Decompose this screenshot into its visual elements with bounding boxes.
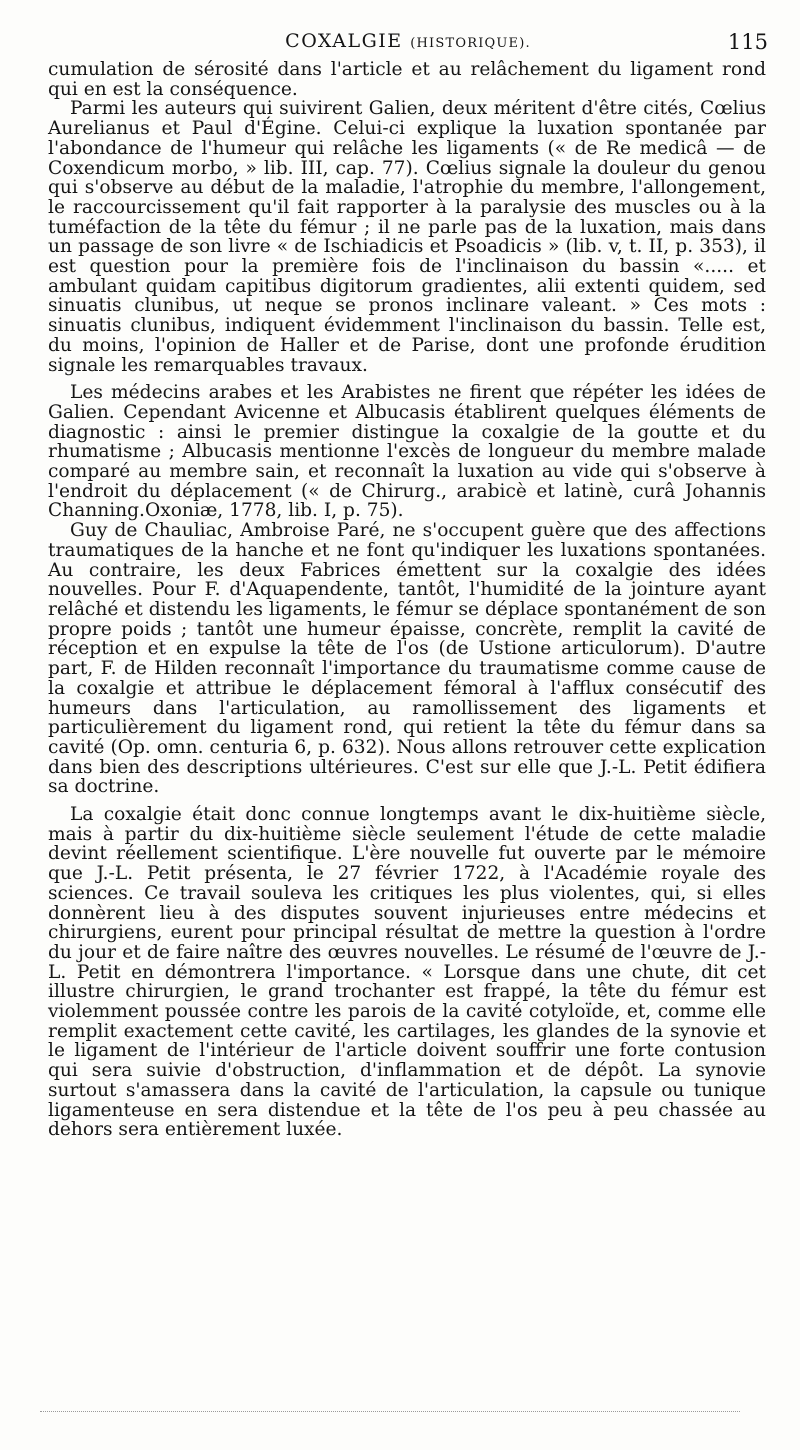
body-text — [48, 60, 766, 1148]
page-header — [48, 28, 768, 62]
footer-dotted-rule — [40, 1411, 740, 1412]
paragraph-continuation: cumulation de sérosité dans l'article et au relâchement du ligament rond qui en est la conséquence. — [48, 59, 766, 100]
page-number: 115 — [727, 30, 768, 54]
header-subtitle: (HISTORIQUE). — [410, 36, 531, 51]
running-title — [48, 30, 768, 52]
paragraph-arabes: Les médecins arabes et les Arabistes ne firent que répéter les idées de Galien. Cependant Avicenne et Albucasis établirent quelques éléments de diagnostic : ainsi le premier distingue la coxalgie de la goutte et du rhumatisme ; Albucasis mentionne l'excès de longueur du membre malade comparé au membre sain, et reconnaît la luxation au vide qui s'observe à l'endroit du déplacement (« de Chirurg., arabicè et latinè, curâ Johannis Channing.Oxoniæ, 1778, lib. I, p. 75). — [48, 382, 766, 522]
paragraph-petit: La coxalgie était donc connue longtemps avant le dix-huitième siècle, mais à partir du dix-huitième siècle seulement l'étude de cette maladie devint réellement scientifique. L'ère nouvelle fut ouverte par le mémoire que J.-L. Petit présenta, le 27 février 1722, à l'Académie royale des sciences. Ce travail souleva les critiques les plus violentes, qui, si elles donnèrent lieu à des disputes souvent injurieuses entre médecins et chirurgiens, eurent pour principal résultat de mettre la question à l'ordre du jour et de faire naître des œuvres nouvelles. Le résumé de l'œuvre de J.-L. Petit en démontrera l'importance. « Lorsque dans une chute, dit cet illustre chirurgien, le grand trochanter est frappé, la tête du fémur est violemment poussée contre les parois de la cavité cotyloïde, et, comme elle remplit exactement cette cavité, les cartilages, les glandes de la synovie et le ligament de l'intérieur de l'article doivent souffrir une forte contusion qui sera suivie d'obstruction, d'inflammation et de dépôt. La synovie surtout s'amassera dans la cavité de l'articulation, la capsule ou tunique ligamenteuse en sera distendue et la tête de l'os peu à peu chassée au dehors sera entièrement luxée. — [48, 804, 766, 1141]
paragraph-galien-successors: Parmi les auteurs qui suivirent Galien, deux méritent d'être cités, Cœlius Aurelianus et Paul d'Égine. Celui-ci explique la luxation spontanée par l'abondance de l'humeur qui relâche les ligaments (« de Re medicâ — de Coxendicum morbo, » lib. III, cap. 77). Cœlius signale la douleur du genou qui s'observe au début de la maladie, l'atrophie du membre, l'allongement, le raccourcissement qu'il fait rapporter à la paralysie des muscles ou à la tuméfaction de la tête du fémur ; il ne parle pas de la luxation, mais dans un passage de son livre « de Ischiadicis et Psoadicis » (lib. v, t. II, p. 353), il est question pour la première fois de l'inclinaison du bassin «..... et ambulant quidam capitibus digitorum gradientes, alii extenti quidem, sed sinuatis clunibus, ut neque se pronos inclinare valeant. » Ces mots : sinuatis clunibus, indiquent évidemment l'inclinaison du bassin. Telle est, du moins, l'opinion de Haller et de Parise, dont une profonde érudition signale les remarquables travaux. — [48, 98, 766, 376]
paragraph-chauliac-pare: Guy de Chauliac, Ambroise Paré, ne s'occupent guère que des affections traumatiques de la hanche et ne font qu'indiquer les luxations spontanées. Au contraire, les deux Fabrices émettent sur la coxalgie des idées nouvelles. Pour F. d'Aquapendente, tantôt, l'humidité de la jointure ayant relâché et distendu les ligaments, le fémur se déplace spontanément de son propre poids ; tantôt une humeur épaisse, concrète, remplit la cavité de réception et en expulse la tête de l'os (de Ustione articulorum). D'autre part, F. de Hilden reconnaît l'importance du traumatisme comme cause de la coxalgie et attribue le déplacement fémoral à l'afflux consécutif des humeurs dans l'articulation, au ramollissement des ligaments et particulièrement du ligament rond, qui retient la tête du fémur dans sa cavité (Op. omn. centuria 6, p. 632). Nous allons retrouver cette explication dans bien des descriptions ultérieures. C'est sur elle que J.-L. Petit édifiera sa doctrine. — [48, 520, 766, 798]
header-title: COXALGIE — [285, 30, 403, 52]
